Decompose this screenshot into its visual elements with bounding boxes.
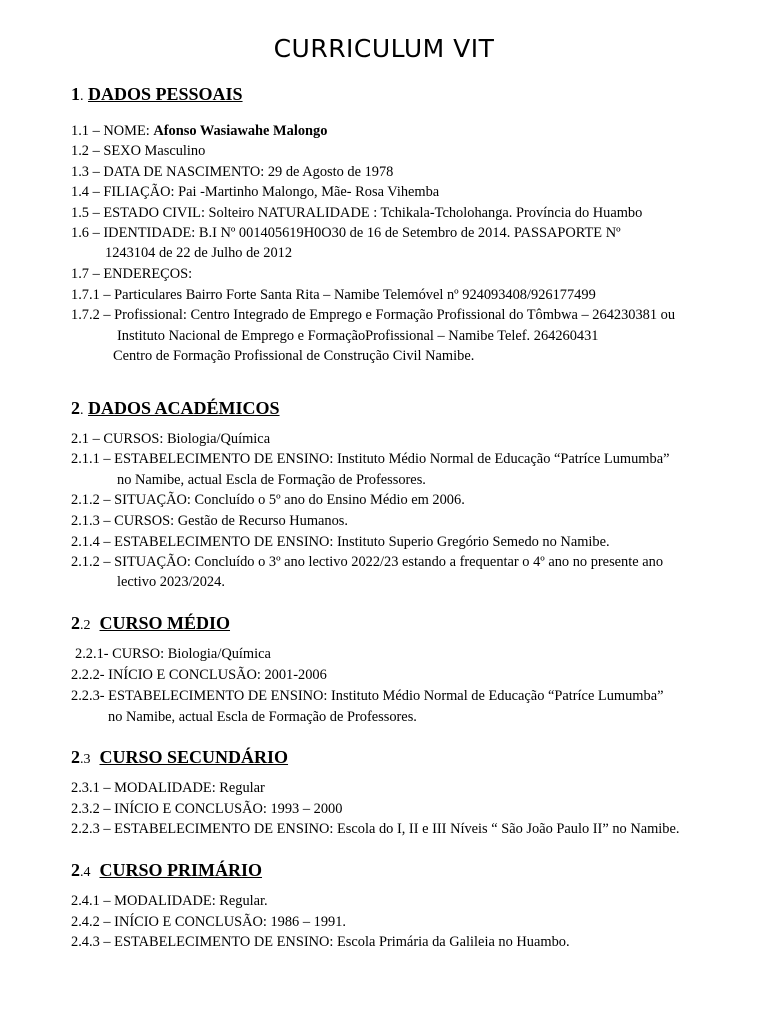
secundario-modality-line: 2.3.1 – MODALIDADE: Regular [71,780,265,796]
professional-address-line: 1.7.2 – Profissional: Centro Integrado de Emprego e Formação Profissional do Tômbwa – 264230381 ou [71,307,676,323]
primario-school-line: 2.4.3 – ESTABELECIMENTO DE ENSINO: Escola Primária da Galileia no Huambo. [71,934,570,950]
course-line-2: 2.1.3 – CURSOS: Gestão de Recurso Humanos. [71,513,349,529]
medio-course-line: 2.2.1- CURSO: Biologia/Química [75,646,271,662]
section-heading-curso-medio [71,613,230,634]
primario-modality-line: 2.4.1 – MODALIDADE: Regular. [71,893,268,909]
situation-line-2: 2.1.2 – SITUAÇÃO: Concluído o 3º ano lectivo 2022/23 estando a frequentar o 4º ano no presente ano [71,554,664,570]
school-line-continued: no Namibe, actual Escla de Formação de Professores. [117,472,426,488]
section-title: CURSO SECUNDÁRIO [99,747,289,767]
section-heading-curso-primario [71,860,262,881]
section-title: DADOS PESSOAIS [88,84,243,104]
section-heading-dados-academicos [71,398,280,419]
section-title: DADOS ACADÉMICOS [88,398,280,418]
civil-status-line: 1.5 – ESTADO CIVIL: Solteiro NATURALIDADE : Tchikala-Tcholohanga. Província do Huambo [71,205,643,221]
section-number: 2 [71,613,80,633]
section-number: 2 [71,747,80,767]
name-label: 1.1 – NOME: [71,123,154,139]
school-line-2: 2.1.4 – ESTABELECIMENTO DE ENSINO: Instituto Superio Gregório Semedo no Namibe. [71,534,610,550]
school-line: 2.1.1 – ESTABELECIMENTO DE ENSINO: Instituto Médio Normal de Educação “Patríce Lumumba” [71,451,670,467]
course-line: 2.1 – CURSOS: Biologia/Química [71,431,271,447]
medio-school-line-continued: no Namibe, actual Escla de Formação de Professores. [108,709,417,725]
identity-line-continued: 1243104 de 22 de Julho de 2012 [105,245,293,261]
addresses-line: 1.7 – ENDEREÇOS: [71,266,193,282]
sex-line: 1.2 – SEXO Masculino [71,143,206,159]
section-number-suffix: .2 [80,618,91,633]
section-title: CURSO PRIMÁRIO [99,860,263,880]
situation-line-2-continued: lectivo 2023/2024. [117,574,225,590]
private-address-line: 1.7.1 – Particulares Bairro Forte Santa Rita – Namibe Telemóvel nº 924093408/926177499 [71,287,596,303]
medio-dates-line: 2.2.2- INÍCIO E CONCLUSÃO: 2001-2006 [71,667,327,683]
section-number-suffix: . [80,403,84,418]
document-title: CURRICULUM VIT [273,34,495,63]
name-value: Afonso Wasiawahe Malongo [153,123,328,139]
section-number: 1 [71,84,80,104]
name-line [71,122,327,140]
section-number-suffix: .4 [80,865,91,880]
primario-dates-line: 2.4.2 – INÍCIO E CONCLUSÃO: 1986 – 1991. [71,914,347,930]
birthdate-line: 1.3 – DATA DE NASCIMENTO: 29 de Agosto de 1978 [71,164,394,180]
section-number: 2 [71,398,80,418]
section-number: 2 [71,860,80,880]
section-number-suffix: .3 [80,752,91,767]
identity-line: 1.6 – IDENTIDADE: B.I Nº 001405619H0O30 de 16 de Setembro de 2014. PASSAPORTE Nº [71,225,621,241]
section-title: CURSO MÉDIO [99,613,231,633]
professional-address-line-3: Centro de Formação Profissional de Construção Civil Namibe. [113,348,475,364]
parents-line: 1.4 – FILIAÇÃO: Pai -Martinho Malongo, Mãe- Rosa Vihemba [71,184,440,200]
medio-school-line: 2.2.3- ESTABELECIMENTO DE ENSINO: Instituto Médio Normal de Educação “Patríce Lumumba” [71,688,664,704]
section-number-suffix: . [80,89,84,104]
situation-line: 2.1.2 – SITUAÇÃO: Concluído o 5º ano do Ensino Médio em 2006. [71,492,465,508]
professional-address-line-2: Instituto Nacional de Emprego e FormaçãoProfissional – Namibe Telef. 264260431 [117,328,599,344]
secundario-school-line: 2.2.3 – ESTABELECIMENTO DE ENSINO: Escola do I, II e III Níveis “ São João Paulo II” no Namibe. [71,821,680,837]
section-heading-dados-pessoais [71,84,243,105]
section-heading-curso-secundario [71,747,288,768]
secundario-dates-line: 2.3.2 – INÍCIO E CONCLUSÃO: 1993 – 2000 [71,801,343,817]
